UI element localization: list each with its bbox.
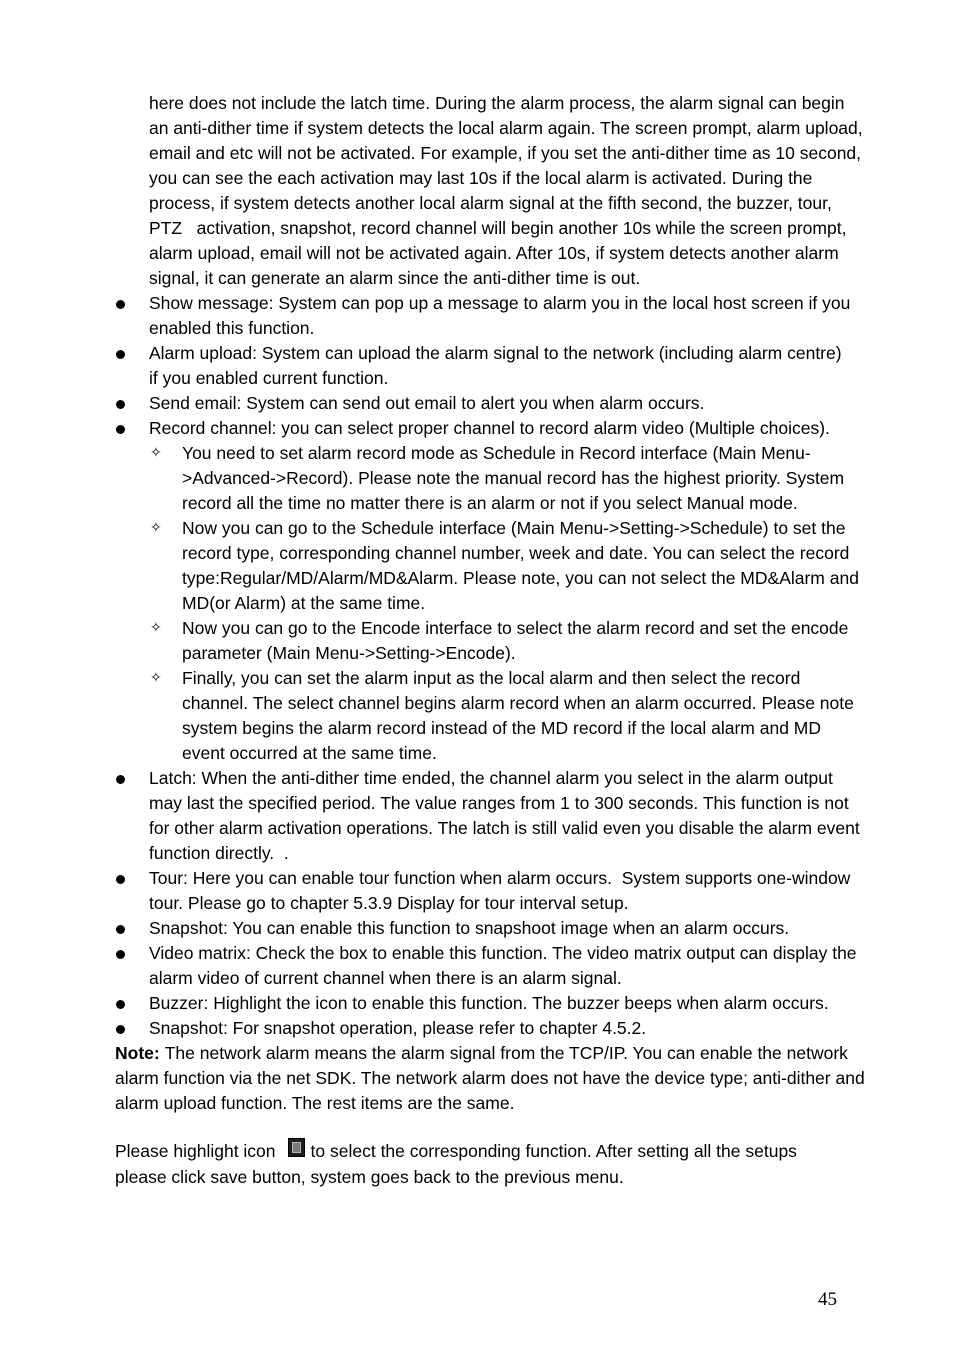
bullet-icon — [116, 400, 125, 409]
paragraph-line: you can see the each activation may last 10s if the local alarm is activated. During the — [149, 168, 813, 188]
bullet-icon — [116, 950, 125, 959]
bullet-text-line: tour. Please go to chapter 5.3.9 Display for tour interval setup. — [149, 893, 629, 913]
closing-text-line: please click save button, system goes back to the previous menu. — [115, 1167, 624, 1187]
closing-text: Please highlight icon — [115, 1141, 276, 1161]
closing-paragraph — [115, 1139, 935, 1190]
bullet-item — [0, 291, 954, 341]
sub-bullet-text-line: Finally, you can set the alarm input as the local alarm and then select the record — [182, 668, 801, 688]
bullet-icon — [116, 1025, 125, 1034]
bullet-item — [0, 916, 954, 941]
sub-bullet-item — [0, 616, 954, 666]
page-body — [0, 91, 954, 1116]
sub-bullet-text-line: parameter (Main Menu->Setting->Encode). — [182, 643, 516, 663]
note-text-line: alarm function via the net SDK. The network alarm does not have the device type; anti-dither and — [115, 1068, 865, 1088]
paragraph-line: an anti-dither time if system detects the local alarm again. The screen prompt, alarm upload, — [149, 118, 863, 138]
bullet-text-line: Snapshot: You can enable this function to snapshoot image when an alarm occurs. — [149, 918, 790, 938]
note-text-line: alarm upload function. The rest items are the same. — [115, 1093, 515, 1113]
bullet-text-line: Alarm upload: System can upload the alarm signal to the network (including alarm centre) — [149, 343, 842, 363]
bullet-text-line: enabled this function. — [149, 318, 315, 338]
bullet-icon — [116, 925, 125, 934]
bullet-text-line: Show message: System can pop up a message to alarm you in the local host screen if you — [149, 293, 851, 313]
sub-bullet-item — [0, 441, 954, 516]
bullet-text-line: Video matrix: Check the box to enable this function. The video matrix output can display the — [149, 943, 857, 963]
sub-bullet-text-line: >Advanced->Record). Please note the manual record has the highest priority. System — [182, 468, 845, 488]
paragraph-line: email and etc will not be activated. For example, if you set the anti-dither time as 10 second, — [149, 143, 862, 163]
sub-bullet-text-line: record all the time no matter there is an alarm or not if you select Manual mode. — [182, 493, 798, 513]
bullet-text-line: may last the specified period. The value ranges from 1 to 300 seconds. This function is not — [149, 793, 849, 813]
star-bullet-icon — [150, 441, 162, 466]
note-first-line — [0, 1041, 954, 1066]
note-label: Note: — [115, 1043, 160, 1063]
paragraph-line: PTZ activation, snapshot, record channel will begin another 10s while the screen prompt, — [149, 218, 847, 238]
page-number: 45 — [818, 1289, 837, 1310]
bullet-icon — [116, 425, 125, 434]
sub-bullet-item — [0, 516, 954, 616]
sub-bullet-text-line: record type, corresponding channel number, week and date. You can select the record — [182, 543, 850, 563]
bullet-item — [0, 766, 954, 866]
bullet-icon — [116, 875, 125, 884]
sub-bullet-text-line: Now you can go to the Schedule interface (Main Menu->Setting->Schedule) to set the — [182, 518, 846, 538]
bullet-text-line: Send email: System can send out email to alert you when alarm occurs. — [149, 393, 705, 413]
bullet-text-line: Record channel: you can select proper channel to record alarm video (Multiple choices). — [149, 418, 830, 438]
sub-bullet-text-line: You need to set alarm record mode as Schedule in Record interface (Main Menu- — [182, 443, 811, 463]
bullet-icon — [116, 775, 125, 784]
bullet-text-line: if you enabled current function. — [149, 368, 389, 388]
bullet-item — [0, 416, 954, 766]
sub-bullet-text-line: channel. The select channel begins alarm record when an alarm occurred. Please note — [182, 693, 854, 713]
bullet-text-line: Buzzer: Highlight the icon to enable this function. The buzzer beeps when alarm occurs. — [149, 993, 829, 1013]
sub-bullet-item — [0, 666, 954, 766]
bullet-icon — [116, 350, 125, 359]
select-square-icon — [288, 1138, 305, 1157]
bullet-text-line: function directly. . — [149, 843, 289, 863]
note-paragraph — [0, 1041, 954, 1116]
bullet-text-line: Tour: Here you can enable tour function when alarm occurs. System supports one-window — [149, 868, 851, 888]
bullet-item — [0, 391, 954, 416]
bullet-text-line: Latch: When the anti-dither time ended, the channel alarm you select in the alarm output — [149, 768, 833, 788]
note-text-line: The network alarm means the alarm signal from the TCP/IP. You can enable the network — [164, 1043, 848, 1063]
paragraph-line: signal, it can generate an alarm since the anti-dither time is out. — [149, 268, 641, 288]
sub-bullet-text-line: MD(or Alarm) at the same time. — [182, 593, 426, 613]
closing-text: to select the corresponding function. After setting all the setups — [310, 1141, 797, 1161]
bullet-item — [0, 341, 954, 391]
bullet-item — [0, 866, 954, 916]
sub-bullet-text-line: type:Regular/MD/Alarm/MD&Alarm. Please note, you can not select the MD&Alarm and — [182, 568, 859, 588]
sub-bullet-text-line: Now you can go to the Encode interface to select the alarm record and set the encode — [182, 618, 849, 638]
sub-bullet-text-line: system begins the alarm record instead of the MD record if the local alarm and MD — [182, 718, 822, 738]
bullet-icon — [116, 300, 125, 309]
bullet-item — [0, 941, 954, 991]
star-bullet-icon — [150, 666, 162, 691]
closing-first-line — [115, 1139, 935, 1165]
sub-bullet-text-line: event occurred at the same time. — [182, 743, 437, 763]
bullet-icon — [116, 1000, 125, 1009]
bullet-text-line: alarm video of current channel when there is an alarm signal. — [149, 968, 622, 988]
star-bullet-icon — [150, 516, 162, 541]
paragraph-line: alarm upload, email will not be activated again. After 10s, if system detects another alarm — [149, 243, 839, 263]
bullet-item — [0, 1016, 954, 1041]
paragraph-line: process, if system detects another local alarm signal at the fifth second, the buzzer, tour, — [149, 193, 832, 213]
bullet-item — [0, 991, 954, 1016]
paragraph-line: here does not include the latch time. During the alarm process, the alarm signal can begin — [149, 93, 845, 113]
star-bullet-icon — [150, 616, 162, 641]
bullet-text-line: for other alarm activation operations. The latch is still valid even you disable the alarm event — [149, 818, 860, 838]
bullet-text-line: Snapshot: For snapshot operation, please refer to chapter 4.5.2. — [149, 1018, 647, 1038]
